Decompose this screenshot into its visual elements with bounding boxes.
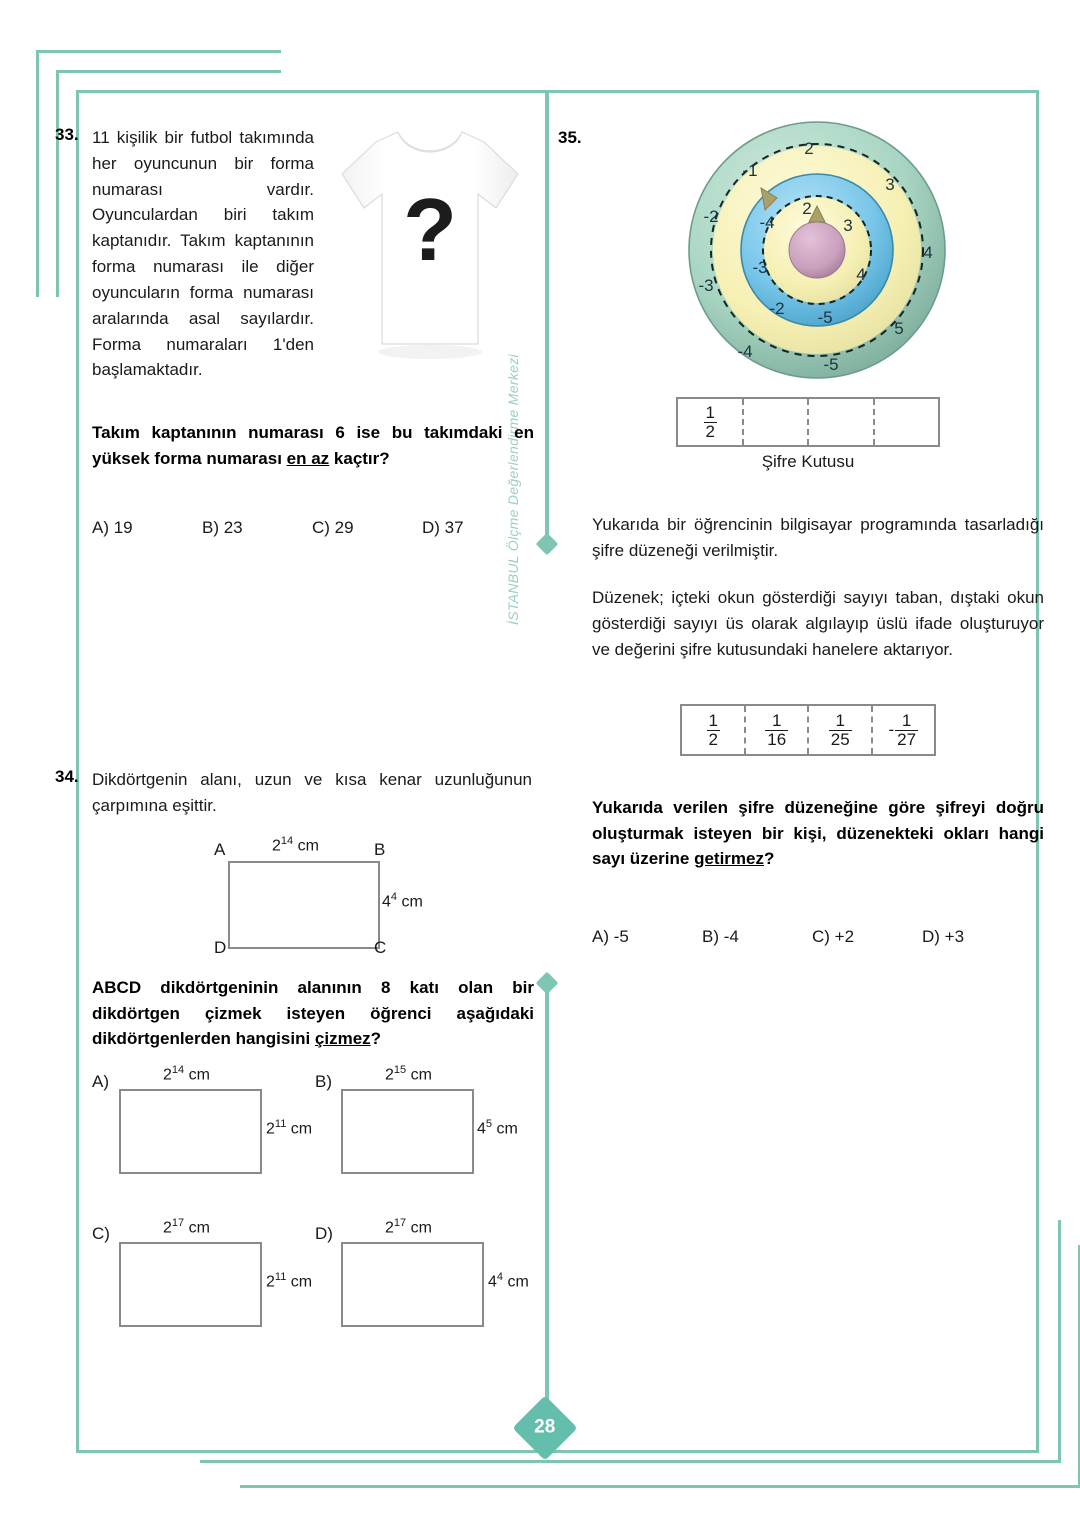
- abcd-side-base: 4: [382, 893, 391, 911]
- abcd-top-exp: 14: [280, 835, 294, 847]
- vertex-d-label: D: [214, 938, 227, 957]
- option-34-a-top-label: [163, 1064, 210, 1084]
- dial-outer-num-4: 4: [923, 243, 933, 262]
- cipher-cell-1[interactable]: [678, 399, 744, 445]
- cipher-filled-3-den: 25: [830, 729, 850, 749]
- option-34-b-letter[interactable]: B): [315, 1072, 332, 1091]
- question-35-prompt-pre: Yukarıda verilen şifre düzeneğine göre şifreyi doğru oluşturmak isteyen bir kişi, düzenekteki okları hangi sayı üzerine: [592, 798, 1044, 868]
- question-33-prompt: [92, 420, 534, 471]
- opt-d-top-exp: 17: [393, 1217, 407, 1229]
- cipher-filled-cell-3[interactable]: [809, 706, 873, 754]
- page-number-label: 28: [534, 1416, 556, 1438]
- dial-outer-num-m4: -4: [737, 342, 753, 361]
- option-34-a-side-label: [266, 1118, 312, 1138]
- opt-b-top-exp: 15: [393, 1064, 407, 1076]
- cipher-box-empty: [676, 397, 940, 447]
- cipher-box-filled: [680, 704, 936, 756]
- opt-c-top-base: 2: [163, 1219, 172, 1237]
- question-34-prompt-pre: ABCD dikdörtgeninin alanının 8 katı olan bir dikdörtgen çizmek isteyen öğrenci aşağıdaki dikdörtgenlerden hangisini: [92, 978, 534, 1048]
- opt-c-top-exp: 17: [171, 1217, 185, 1229]
- abcd-top-unit: cm: [297, 837, 319, 855]
- opt-a-side-exp: 11: [274, 1118, 287, 1130]
- dial-outer-num-3: 3: [885, 175, 895, 194]
- opt-a-top-base: 2: [163, 1066, 172, 1084]
- question-34-body: Dikdörtgenin alanı, uzun ve kısa kenar uzunluğunun çarpımına eşittir.: [92, 770, 532, 815]
- rectangle-abcd-top-label: [272, 835, 319, 855]
- svg-text:?: ?: [403, 180, 457, 279]
- opt-a-side-unit: cm: [290, 1120, 313, 1138]
- dial-inner-num-m3: -3: [752, 258, 768, 277]
- option-34-d-letter[interactable]: D): [315, 1224, 333, 1243]
- cipher-box-caption: Şifre Kutusu: [761, 452, 855, 471]
- cipher-filled-2-value: [764, 712, 788, 749]
- question-33-prompt-underline: en az: [286, 448, 330, 468]
- cipher-filled-4-num: 1: [901, 710, 912, 730]
- question-35-prompt-post: ?: [763, 849, 775, 868]
- dial-inner-num-m4: -4: [759, 213, 775, 232]
- column-divider-lower: [545, 990, 549, 1410]
- vertex-c-label: C: [374, 938, 387, 957]
- page-number-badge: [512, 1395, 577, 1460]
- divider-diamond-lower: [536, 972, 559, 995]
- column-divider-upper: [545, 92, 549, 544]
- opt-a-top-exp: 14: [171, 1064, 185, 1076]
- cipher-cell-1-value: [703, 404, 717, 441]
- option-35-b[interactable]: B) -4: [702, 927, 739, 946]
- question-33-prompt-pre: Takım kaptanının numarası 6 ise bu takımdaki en yüksek forma numarası: [92, 423, 534, 468]
- cipher-filled-cell-4[interactable]: [873, 706, 935, 754]
- question-33-number: 33.: [55, 125, 79, 144]
- option-35-d[interactable]: D) +3: [922, 927, 965, 946]
- option-34-d-side-label: [488, 1271, 529, 1291]
- corner-frame-bottom-right-middle: [200, 1220, 1061, 1463]
- opt-c-side-exp: 11: [274, 1271, 287, 1283]
- cipher-filled-3-value: [828, 712, 852, 749]
- cipher-filled-1-num: 1: [708, 710, 718, 730]
- opt-b-top-unit: cm: [410, 1066, 432, 1084]
- option-34-c-side-label: [266, 1271, 312, 1291]
- option-33-b[interactable]: B) 23: [202, 518, 243, 537]
- option-34-b-top-label: [385, 1064, 432, 1084]
- question-33-options: [92, 518, 532, 538]
- cipher-filled-2-num: 1: [772, 710, 782, 730]
- cipher-filled-cell-2[interactable]: [746, 706, 810, 754]
- option-34-a-rectangle[interactable]: [119, 1089, 262, 1174]
- cipher-filled-1-value: [706, 712, 720, 749]
- option-34-b-side-label: [477, 1118, 518, 1138]
- question-34-number: 34.: [55, 767, 79, 786]
- dial-outer-num-m5: -5: [823, 355, 839, 374]
- question-33-prompt-post: kaçtır?: [329, 448, 390, 468]
- cipher-cell-3[interactable]: [809, 399, 875, 445]
- option-33-a[interactable]: A) 19: [92, 518, 133, 537]
- cipher-filled-4-sign: -: [888, 720, 895, 739]
- dial-outer-num-m2: -2: [703, 207, 719, 226]
- opt-a-top-unit: cm: [188, 1066, 210, 1084]
- opt-b-side-unit: cm: [496, 1120, 518, 1138]
- opt-d-side-exp: 4: [496, 1271, 504, 1283]
- tshirt-icon: [330, 112, 530, 367]
- cipher-filled-cell-1[interactable]: [682, 706, 746, 754]
- question-35-prompt: [592, 795, 1044, 872]
- dial-inner-num-2: 2: [802, 199, 812, 218]
- cipher-cell-2[interactable]: [744, 399, 810, 445]
- question-34-prompt-underline: çizmez: [314, 1029, 371, 1048]
- option-33-c[interactable]: C) 29: [312, 518, 354, 537]
- opt-b-top-base: 2: [385, 1066, 394, 1084]
- dial-icon: [685, 118, 950, 383]
- cipher-filled-4-den: 27: [897, 729, 917, 749]
- question-35-prompt-underline: getirmez: [694, 849, 764, 868]
- opt-d-top-unit: cm: [410, 1219, 432, 1237]
- tshirt-image: [330, 112, 530, 367]
- abcd-top-base: 2: [272, 837, 281, 855]
- abcd-side-exp: 4: [390, 891, 398, 903]
- option-33-d[interactable]: D) 37: [422, 518, 464, 537]
- cipher-filled-2-den: 16: [767, 729, 787, 749]
- opt-d-side-unit: cm: [507, 1273, 529, 1291]
- rectangle-abcd-side-label: [382, 891, 423, 911]
- cipher-filled-1-den: 2: [708, 729, 718, 749]
- divider-diamond-upper: [536, 533, 559, 556]
- dial-inner-num-3: 3: [843, 216, 853, 235]
- dial-inner-num-m2: -2: [769, 299, 785, 318]
- opt-d-top-base: 2: [385, 1219, 394, 1237]
- question-35-number: 35.: [558, 128, 582, 147]
- question-33-body: 11 kişilik bir futbol takımında her oyuncunun bir forma numarası vardır. Oyunculardan biri takım kaptanıdır. Takım kaptanının forma numarası ile diğer oyuncuların forma numarası aralarında asal sayılardır. Forma numaraları 1'den başlamaktadır.: [92, 128, 314, 380]
- opt-c-top-unit: cm: [188, 1219, 210, 1237]
- cipher-cell-1-den: 2: [705, 421, 715, 441]
- dial-inner-num-m5: -5: [817, 308, 833, 327]
- option-34-b-rectangle[interactable]: [341, 1089, 474, 1174]
- option-34-a-letter[interactable]: A): [92, 1072, 109, 1091]
- abcd-side-unit: cm: [401, 893, 423, 911]
- dial-outer-num-m3: -3: [698, 276, 714, 295]
- option-34-c-letter[interactable]: C): [92, 1224, 110, 1243]
- cipher-filled-3-num: 1: [835, 710, 845, 730]
- dial-outer-num-5: 5: [894, 319, 904, 338]
- question-34-prompt-post: ?: [370, 1029, 382, 1048]
- question-35-options: [592, 927, 1042, 947]
- dial-outer-num-m1: -1: [742, 161, 758, 180]
- opt-a-side-base: 2: [266, 1120, 275, 1138]
- option-34-d-top-label: [385, 1217, 432, 1237]
- question-35-para-2: Düzenek; içteki okun gösterdiği sayıyı taban, dıştaki okun gösterdiği sayıyı üs olarak algılayıp üslü ifade oluşturuyor ve değerini şifre kutusundaki hanelere aktarıyor.: [592, 588, 1044, 659]
- dial-inner-num-4: 4: [856, 265, 866, 284]
- option-34-d-rectangle[interactable]: [341, 1242, 484, 1327]
- opt-b-side-base: 4: [477, 1120, 486, 1138]
- cipher-filled-4-value: [888, 712, 918, 749]
- cipher-cell-4[interactable]: [875, 399, 939, 445]
- option-35-a[interactable]: A) -5: [592, 927, 629, 946]
- opt-c-side-base: 2: [266, 1273, 275, 1291]
- option-34-c-top-label: [163, 1217, 210, 1237]
- watermark-text: İSTANBUL Ölçme Değerlendirme Merkezi: [505, 354, 521, 625]
- opt-b-side-exp: 5: [485, 1118, 493, 1130]
- opt-d-side-base: 4: [488, 1273, 497, 1291]
- vertex-a-label: A: [214, 840, 226, 859]
- opt-c-side-unit: cm: [290, 1273, 313, 1291]
- vertex-b-label: B: [374, 840, 386, 859]
- question-34-prompt: [92, 975, 534, 1052]
- option-35-c[interactable]: C) +2: [812, 927, 855, 946]
- question-35-para-1: Yukarıda bir öğrencinin bilgisayar programında tasarladığı şifre düzeneği verilmiştir.: [592, 515, 1044, 560]
- rectangle-abcd: [228, 861, 380, 949]
- dial-outer-num-2: 2: [804, 139, 814, 158]
- cipher-cell-1-num: 1: [705, 402, 715, 422]
- option-34-c-rectangle[interactable]: [119, 1242, 262, 1327]
- cipher-dial-diagram: [685, 118, 950, 383]
